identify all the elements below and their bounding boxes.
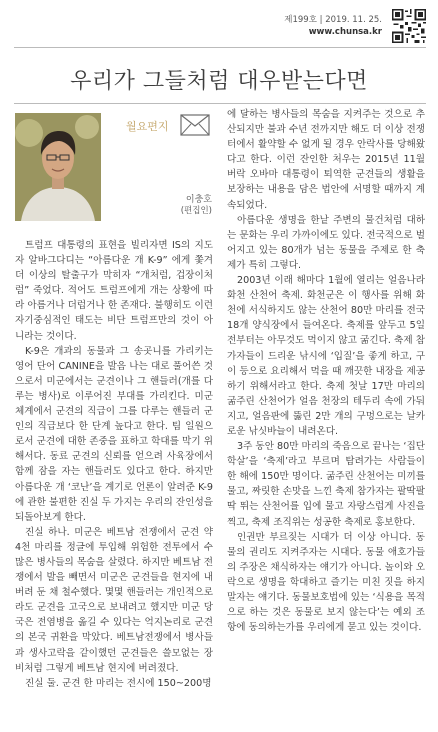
author-photo bbox=[15, 113, 101, 221]
body-paragraph: 진실 둘. 군견 한 마리는 전시에 150~200명 bbox=[25, 677, 212, 689]
body-paragraph: 인권만 부르짖는 시대가 더 이상 아니다. 동물의 권리도 지켜주자는 시대다. 동물 애호가들의 주장은 채식하자는 얘기가 아니다. 놀이와 오락으로 생명을 학대하고 즐기는 미친 짓을 하지 말자는 얘기다. 동물보호법에 있는 ‘식용을 목적으로 하는 것은 동물로 보지 않는다’는 예외 조항에 동의하는가를 우리에게 묻고 있는 것이다. bbox=[227, 531, 425, 634]
header-divider bbox=[14, 47, 426, 48]
author-role: (편집인) bbox=[180, 206, 212, 216]
body-paragraph: 아름다운 생명을 한낱 주변의 물건처럼 대하는 문화는 우리 가까이에도 있다. 전국적으로 벌어지고 있는 80개가 넘는 동물을 주제로 한 축제가 특히 그렇다. bbox=[227, 214, 425, 271]
body-paragraph: K-9은 개과의 동물과 그 송곳니를 가리키는 영어 단어 CANINE을 발음 나는 대로 풀어쓴 것으로서 미군에서는 군견이나 그 핸들러(개를 다루는 병사)로 이루어진 부대를 가리킨다. 미군 체계에서 군견의 직급이 그를 다루는 핸들러 군인의 직급보다 한 단계 높다고 한다. 팀 일원으로서 군견에 대한 존중을 표하고 학대를 막기 위해서다. 동료 군견의 신뢰를 얻으려 사육장에서 함께 잠을 자는 핸들러도 있다고 한다. 하지만 아름다운 개 ‘코난’을 계기로 언론이 알려준 K-9에 관한 불편한 진실 두 가지는 우리의 잔인성을 되돌아보게 한다. bbox=[15, 345, 213, 523]
envelope-icon bbox=[180, 114, 210, 136]
issue-number: 제199호 bbox=[284, 15, 317, 25]
body-paragraph: 에 달하는 병사들의 목숨을 지켜주는 것으로 추산되지만 불과 수년 전까지만 해도 더 이상 전쟁터에서 활약할 수 없게 될 경우 안락사를 당해왔다고 한다. 이런 잔인한 처우는 2015년 11월 버락 오바마 대통령이 퇴역한 군견들의 생활을 보장하는 내용을 담은 법안에 서명할 때까지 계속되었다. bbox=[227, 109, 425, 211]
body-paragraph: 진실 하나. 미군은 베트남 전쟁에서 군견 약 4천 마리를 정글에 투입해 위험한 전투에서 수많은 병사들의 목숨을 살렸다. 하지만 베트남 전쟁에서 발을 빼면서 미군은 군견들을 현지에 내버려 둔 채 철수했다. 몇몇 핸들러는 개인적으로라도 군견을 고국으로 보내려고 했지만 미군 당국은 전염병을 옮길 수 있다는 억지논리로 군견의 본국 귀환을 막았다. 베트남전쟁에서 병사들과 생사고락을 같이했던 군견들은 쓸모없는 장비처럼 그렇게 베트남 현지에 버려졌다. bbox=[15, 526, 213, 674]
column-name: 월요편지 bbox=[126, 120, 169, 133]
issue-date: 2019. 11. 25. bbox=[325, 15, 382, 25]
body-paragraph: 3주 동안 80만 마리의 죽음으로 끝나는 ‘집단학살’을 ‘축제’라고 부르며 탐려가는 사람들이 한 해에 150만 명이다. 굶주린 산천어는 미끼를 물고, 짜릿한 손맛을 느낀 축제 참가자는 팔딱팔딱 뛰는 산천어를 입에 물고 자랑스럽게 사진을 찍고, 축제 조직위는 성공한 축제로 홍보한다. bbox=[227, 441, 425, 528]
author-name: 이충호 bbox=[185, 195, 212, 205]
article-body-left-column bbox=[15, 238, 213, 691]
website-link[interactable]: www.chunsa.kr bbox=[308, 27, 382, 37]
article-body-right-column bbox=[227, 107, 425, 635]
issue-info: 제199호 | 2019. 11. 25. www.chunsa.kr bbox=[284, 15, 382, 37]
article-title: 우리가 그들처럼 대우받는다면 bbox=[70, 69, 368, 94]
title-divider bbox=[14, 103, 426, 104]
body-paragraph: 2003년 이래 해마다 1월에 열리는 얼음나라 화천 산천어 축제. 화천군은 이 행사를 위해 화천에 서식하지도 않는 산천어 80만 마리를 전국 18개 양식장에서 들여온다. 축제를 앞두고 5일 전부터는 아무것도 먹이지 않고 굶긴다. 축제 참가자들이 드리운 낚시에 ‘입질’을 좋게 하고, 구이 등으로 요리해서 먹을 때 깨끗한 내장을 제공하기 위해서라고 한다. 축제 첫날 17만 마리의 굶주린 산천어가 얼음 천장의 테두리 속에 가둬지고, 얼음판에 뚫린 2만 개의 구멍으로는 날카로운 낚싯바늘이 내려온다. bbox=[227, 275, 425, 437]
qr-code-icon bbox=[392, 9, 426, 43]
body-paragraph: 트럼프 대통령의 표현을 빌리자면 IS의 지도자 알바그다디는 “아름다운 개 K-9” 에게 쫓겨 더 이상의 탈출구가 막히자 “개처럼, 겁장이처럼” 죽었다. 적어도 트럼프에게 개는 상황에 따라 아름거나 더럽거나 한 존재다. 불행히도 이런 자기중심적인 태도는 비단 트럼프만의 것이 아니라는 것이다. bbox=[15, 240, 213, 342]
